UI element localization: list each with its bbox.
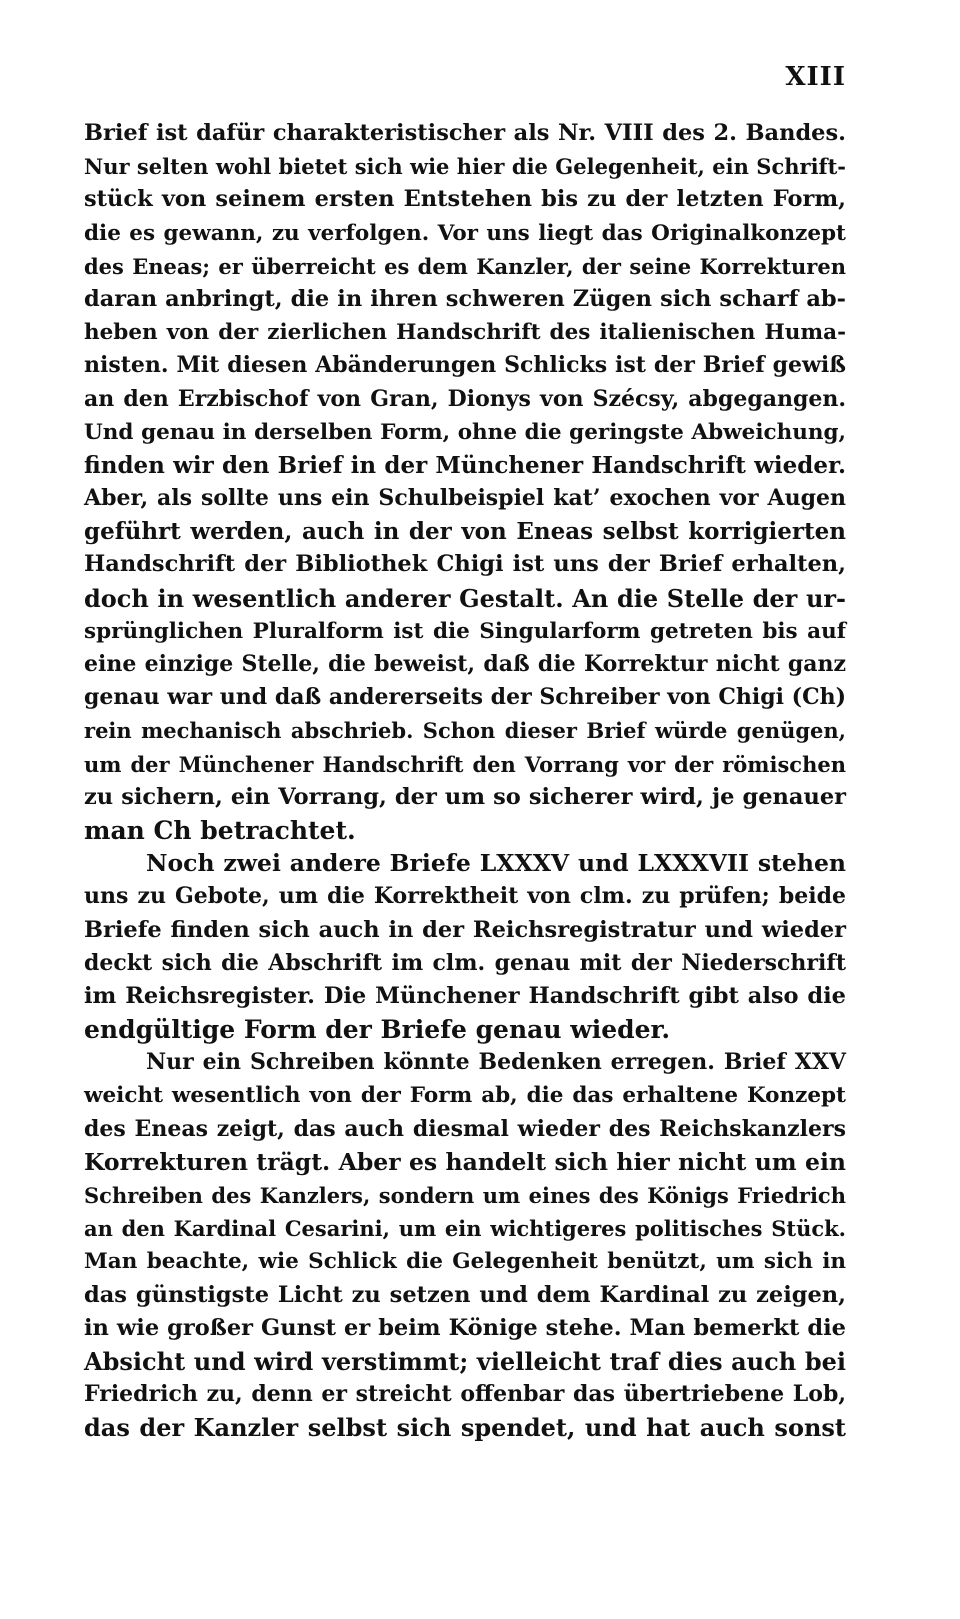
text-line: uns zu Gebote, um die Korrektheit von clm. zu prüfen; beide xyxy=(84,883,846,910)
text-line: sprünglichen Pluralform ist die Singularform getreten bis auf xyxy=(84,618,846,644)
text-line: um der Münchener Handschrift den Vorrang vor der römischen xyxy=(84,751,846,777)
text-line: Handschrift der Bibliothek Chigi ist uns der Brief erhalten, xyxy=(84,551,846,578)
text-line: eine einzige Stelle, die beweist, daß die Korrektur nicht ganz xyxy=(84,651,846,677)
text-line: finden wir den Brief in der Münchener Handschrift wieder. xyxy=(84,451,846,479)
text-line: Absicht und wird verstimmt; vielleicht traf dies auch bei xyxy=(84,1346,846,1376)
text-line: Nur ein Schreiben könnte Bedenken erregen. Brief XXV xyxy=(146,1049,846,1076)
text-line: Schreiben des Kanzlers, sondern um eines des Königs Friedrich xyxy=(84,1183,846,1208)
text-line: Korrekturen trägt. Aber es handelt sich hier nicht um ein xyxy=(84,1147,846,1176)
text-line: stück von seinem ersten Entstehen bis zu der letzten Form, xyxy=(84,186,846,213)
text-line: man Ch betrachtet. xyxy=(84,815,356,845)
text-line: weicht wesentlich von der Form ab, die das erhaltene Konzept xyxy=(84,1083,846,1109)
text-line: an den Erzbischof von Gran, Dionys von Szécsy, abgegangen. xyxy=(84,385,846,412)
text-line: deckt sich die Abschrift im clm. genau mit der Niederschrift xyxy=(84,949,846,976)
text-line: Brief ist dafür charakteristischer als Nr. VIII des 2. Bandes. xyxy=(84,120,846,146)
text-line: nisten. Mit diesen Abänderungen Schlicks ist der Brief gewiß xyxy=(84,352,846,379)
text-line: im Reichsregister. Die Münchener Handschrift gibt also die xyxy=(84,982,846,1009)
page-number: XIII xyxy=(785,62,846,92)
text-line: genau war und daß andererseits der Schreiber von Chigi (Ch) xyxy=(84,684,846,711)
text-line: Man beachte, wie Schlick die Gelegenheit benützt, um sich in xyxy=(84,1249,846,1275)
text-line: geführt werden, auch in der von Eneas selbst korrigierten xyxy=(84,518,846,546)
text-line: Briefe finden sich auch in der Reichsregistratur und wieder xyxy=(84,916,846,943)
text-line: Und genau in derselben Form, ohne die geringste Abweichung, xyxy=(84,419,846,445)
text-line: in wie großer Gunst er beim Könige stehe. Man bemerkt die xyxy=(84,1314,846,1341)
text-line: endgültige Form der Briefe genau wieder. xyxy=(84,1015,671,1045)
text-line: rein mechanisch abschrieb. Schon dieser Brief würde genügen, xyxy=(84,718,846,744)
text-line: das der Kanzler selbst sich spendet, und hat auch sonst xyxy=(84,1413,846,1443)
text-line: doch in wesentlich anderer Gestalt. An die Stelle der ur- xyxy=(84,583,846,613)
text-line: des Eneas; er überreicht es dem Kanzler, der seine Korrekturen xyxy=(84,253,846,279)
text-line: das günstigste Licht zu setzen und dem Kardinal zu zeigen, xyxy=(84,1281,846,1308)
text-line: Friedrich zu, denn er streicht offenbar das übertriebene Lob, xyxy=(84,1381,846,1408)
text-line: zu sichern, ein Vorrang, der um so sicherer wird, je genauer xyxy=(84,783,846,810)
body-text xyxy=(84,117,846,1445)
text-line: Aber, als sollte uns ein Schulbeispiel kat’ exochen vor Augen xyxy=(84,485,846,512)
text-line: die es gewann, zu verfolgen. Vor uns liegt das Originalkonzept xyxy=(84,220,846,246)
text-line: Nur selten wohl bietet sich wie hier die Gelegenheit, ein Schrift- xyxy=(84,154,846,180)
text-line: heben von der zierlichen Handschrift des italienischen Huma- xyxy=(84,320,846,346)
text-line: an den Kardinal Cesarini, um ein wichtigeres politisches Stück. xyxy=(84,1216,846,1242)
text-line: daran anbringt, die in ihren schweren Zügen sich scharf ab- xyxy=(84,285,846,312)
text-line: Noch zwei andere Briefe LXXXV und LXXXVII stehen xyxy=(146,849,846,878)
text-line: des Eneas zeigt, das auch diesmal wieder des Reichskanzlers xyxy=(84,1115,846,1142)
